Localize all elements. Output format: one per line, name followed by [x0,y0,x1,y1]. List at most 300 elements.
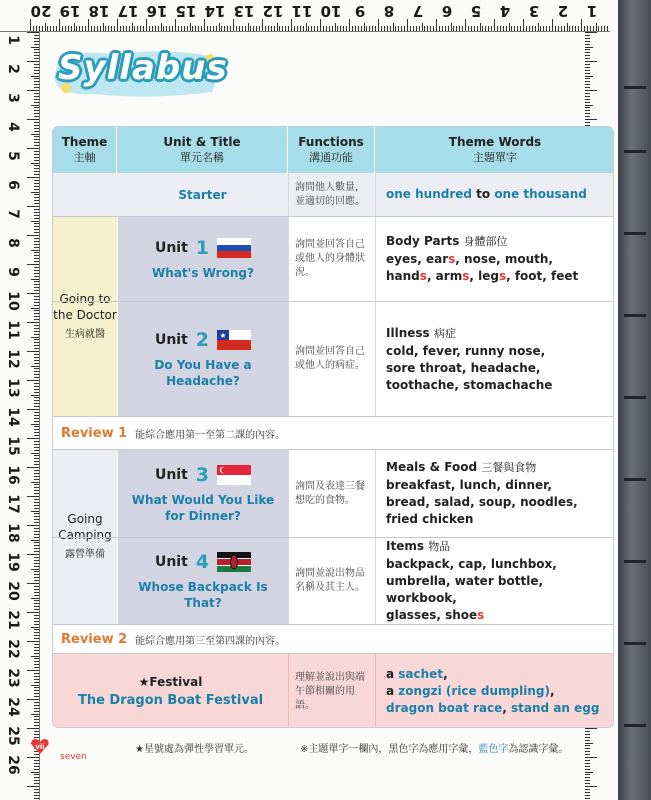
ruler-tick [31,656,39,657]
word-plain: , leg [469,269,499,283]
ruler-tick [27,380,39,381]
scanner-edge [618,0,651,800]
ruler-tick [34,783,39,784]
ruler-tick [427,26,428,31]
ruler-tick [34,354,39,355]
ruler-tick [585,76,593,77]
ruler-tick [532,26,533,31]
ruler-number: 7 [412,2,424,20]
ruler-tick [607,26,608,31]
ruler-tick [585,55,590,56]
word-plain: a [386,684,399,698]
ruler-tick [395,26,396,31]
ruler-tick [375,26,376,31]
ruler-number: 17 [117,2,139,20]
ruler-tick [34,618,39,619]
ruler-number: 4 [5,122,21,132]
ruler-tick [34,345,39,346]
ruler-tick [34,116,39,117]
ruler-tick [593,26,594,31]
ruler-tick [509,23,510,31]
ruler-tick [552,19,553,31]
ruler-tick [27,235,39,236]
ruler-tick [585,99,590,100]
ruler-tick [34,247,39,248]
ruler-number: 8 [383,2,395,20]
festival-row [53,654,613,728]
ruler-tick [34,284,39,285]
ruler-tick [34,719,39,720]
ruler-tick [436,19,437,31]
ruler-tick [34,664,39,665]
ruler-number: 19 [59,2,81,20]
header-theme-label: Theme [61,135,108,149]
unit4-title-cell [117,538,288,624]
ruler-tick [34,702,39,703]
ruler-tick [585,754,590,755]
unit3-heading [155,464,251,486]
top-ruler [0,0,610,32]
ruler-tick [34,270,39,271]
ruler-tick [34,52,39,53]
unit2-row [53,302,613,416]
ruler-tick [34,81,39,82]
ruler-tick [34,281,39,282]
ruler-tick [604,26,605,31]
ruler-tick [34,551,39,552]
ruler-tick [111,26,112,31]
ruler-tick [27,438,39,439]
ruler-tick [227,26,228,31]
ruler-tick [34,389,39,390]
ruler-tick [114,26,115,31]
ruler-tick [34,658,39,659]
ruler-tick [540,26,541,31]
ruler-tick [34,44,39,45]
ruler-tick [34,763,39,764]
ruler-tick [27,177,39,178]
header-theme [53,127,117,173]
ruler-tick [256,26,257,31]
ruler-tick [506,26,507,31]
page-word: seven [60,752,87,762]
ruler-tick [282,26,283,31]
ruler-tick [34,673,39,674]
ruler-number: 25 [5,726,21,746]
ruler-tick [34,70,39,71]
ruler-tick [34,131,39,132]
ruler-tick [97,26,98,31]
header-words [375,127,614,173]
ruler-tick [585,780,590,781]
ruler-tick [462,26,463,31]
ruler-tick [71,26,72,31]
ruler-tick [126,26,127,31]
ruler-tick [31,163,39,164]
unit3-words-line3: fried chicken [386,512,474,526]
ruler-tick [274,26,275,31]
left-ruler [0,32,40,800]
ruler-tick [369,26,370,31]
ruler-tick [503,26,504,31]
ruler-tick [585,789,590,790]
ruler-tick [34,400,39,401]
ruler-tick [407,19,408,31]
ruler-tick [34,313,39,314]
ruler-tick [34,589,39,590]
ruler-tick [175,19,176,31]
ruler-tick [34,139,39,140]
festival-function: 理解並說出與端午節相關的用語。 [288,654,375,728]
ruler-tick [378,19,379,31]
ruler-tick [451,23,452,31]
festival-title: The Dragon Boat Festival [77,693,264,708]
ruler-tick [585,70,590,71]
ruler-tick [187,26,188,31]
header-functions-zh: 溝通功能 [309,151,353,164]
ruler-tick [34,238,39,239]
ruler-tick [288,26,289,31]
ruler-tick [34,145,39,146]
ruler-tick [34,667,39,668]
ruler-tick [132,23,133,31]
festival-label: ★Festival [138,675,203,689]
ruler-tick [198,26,199,31]
ruler-tick [27,264,39,265]
ruler-tick [31,395,39,396]
ruler-tick [343,26,344,31]
word-plain: to [471,187,495,201]
word-plain: a [386,667,399,681]
ruler-tick [34,687,39,688]
unit1-title: What's Wrong? [152,266,254,280]
ruler-tick [585,769,590,770]
ruler-tick [477,26,478,31]
ruler-tick [585,49,590,50]
ruler-tick [27,583,39,584]
ruler-tick [34,287,39,288]
ruler-tick [585,102,590,103]
ruler-tick [34,113,39,114]
ruler-tick [268,26,269,31]
ruler-tick [169,26,170,31]
ruler-number: 19 [5,552,21,572]
ruler-tick [31,598,39,599]
unit2-words-line2: sore throat, headache, [386,360,541,375]
ruler-tick [34,189,39,190]
ruler-tick [585,766,590,767]
ruler-tick [585,116,590,117]
ruler-tick [34,392,39,393]
ruler-tick [31,540,39,541]
ruler-tick [192,26,193,31]
ruler-tick [195,26,196,31]
ruler-tick [161,23,162,31]
unit2-category [386,325,605,342]
ruler-number: 15 [175,2,197,20]
ruler-tick [31,569,39,570]
review1-text: 能綜合應用第一至第二課的內容。 [135,429,286,441]
ruler-tick [555,26,556,31]
ruler-tick [34,537,39,538]
ruler-tick [34,650,39,651]
ruler-tick [31,221,39,222]
ruler-tick [34,580,39,581]
ruler-tick [456,26,457,31]
kenya-flag-icon [217,552,251,572]
unit3-category [386,459,605,476]
unit2-words-line3: toothache, stomachache [386,377,553,392]
ruler-tick [219,23,220,31]
ruler-tick [468,26,469,31]
ruler-tick [39,26,40,31]
ruler-tick [42,26,43,31]
ruler-tick [34,499,39,500]
ruler-tick [34,493,39,494]
ruler-tick [34,722,39,723]
ruler-tick [34,780,39,781]
ruler-number: 10 [5,291,21,311]
ruler-tick [27,293,39,294]
ruler-tick [34,154,39,155]
ruler-tick [585,113,590,114]
ruler-tick [34,363,39,364]
ruler-tick [34,212,39,213]
ruler-tick [300,26,301,31]
heart-icon [30,736,50,756]
ruler-tick [34,464,39,465]
ruler-tick [34,171,39,172]
ruler-tick [34,560,39,561]
ruler-tick [585,52,590,53]
category-zh: 三餐與食物 [481,461,537,474]
header-functions [288,127,375,173]
ruler-tick [34,142,39,143]
ruler-tick [601,26,602,31]
ruler-tick [34,473,39,474]
ruler-tick [585,67,590,68]
ruler-tick [34,777,39,778]
ruler-tick [34,789,39,790]
ruler-tick [34,545,39,546]
ruler-tick [34,435,39,436]
ruler-tick [404,26,405,31]
ruler-tick [34,586,39,587]
unit1-heading [155,237,251,259]
ruler-tick [585,32,597,33]
ruler-tick [31,685,39,686]
word-plain: , foot, feet [506,269,579,283]
ruler-tick [34,331,39,332]
word-plain: glasses, shoe [386,608,478,622]
ruler-tick [34,180,39,181]
ruler-tick [430,26,431,31]
ruler-tick [34,690,39,691]
festival-words-line3 [386,700,605,717]
ruler-tick [585,740,590,741]
ruler-tick [190,23,191,31]
russia-flag-icon [217,238,251,258]
review1-row [53,416,613,450]
ruler-tick [31,337,39,338]
ruler-number: 8 [5,238,21,248]
word-red-letter: s [448,252,456,266]
unit4-words-line2: umbrella, water bottle, workbook, [386,574,544,605]
ruler-tick [216,26,217,31]
unit2-title-cell [117,302,288,416]
ruler-tick [34,406,39,407]
unit1-function: 詢問並回答自己或他人的身體狀況。 [288,217,375,301]
ruler-tick [511,26,512,31]
ruler-tick [239,26,240,31]
ruler-number: 15 [5,436,21,456]
ruler-number: 26 [5,755,21,775]
ruler-tick [34,339,39,340]
ruler-tick [27,699,39,700]
unit-label: Unit [154,554,188,570]
page-title: Syllabus [58,48,228,88]
ruler-tick [416,26,417,31]
ruler-tick [585,35,590,36]
ruler-tick [34,386,39,387]
word-blue: dragon boat race [386,701,503,715]
ruler-tick [585,777,590,778]
ruler-tick [34,125,39,126]
ruler-tick [517,26,518,31]
ruler-tick [34,160,39,161]
unit2-words-line1: cold, fever, runny nose, [386,343,546,358]
ruler-tick [497,26,498,31]
ruler-tick [146,19,147,31]
ruler-tick [549,26,550,31]
ruler-tick [27,409,39,410]
ruler-tick [34,412,39,413]
word-red-letter: s [477,608,485,622]
ruler-number: 13 [233,2,255,20]
review2-text: 能綜合應用第三至第四課的內容。 [135,635,286,647]
ruler-tick [31,76,39,77]
ruler-tick [34,682,39,683]
ruler-number: 10 [320,2,342,20]
ruler-tick [158,26,159,31]
ruler-number: 1 [586,2,598,20]
ruler-tick [34,157,39,158]
ruler-tick [31,192,39,193]
ruler-tick [474,26,475,31]
ruler-tick [34,647,39,648]
ruler-tick [34,299,39,300]
ruler-tick [27,206,39,207]
ruler-tick [34,479,39,480]
ruler-tick [134,26,135,31]
ruler-tick [34,421,39,422]
ruler-tick [598,26,599,31]
ruler-tick [585,751,590,752]
word-plain: , nose, mouth, [455,252,553,266]
unit3-words-line1: breakfast, lunch, dinner, [386,478,552,492]
ruler-tick [34,621,39,622]
word-blue: stand an egg [511,701,600,715]
ruler-tick [34,302,39,303]
word-blue: zongzi (rice dumpling) [398,684,550,698]
ruler-tick [445,26,446,31]
ruler-tick [155,26,156,31]
ruler-tick [569,26,570,31]
unit4-words-line1: backpack, cap, lunchbox, [386,557,557,571]
ruler-number: 11 [291,2,313,20]
ruler-tick [34,487,39,488]
ruler-tick [242,26,243,31]
ruler-tick [30,19,31,31]
ruler-tick [27,670,39,671]
ruler-number: 13 [5,378,21,398]
ruler-tick [34,165,39,166]
ruler-tick [34,798,39,799]
ruler-tick [585,87,590,88]
ruler-tick [393,23,394,31]
starter-words [375,173,614,216]
ruler-tick [103,23,104,31]
ruler-tick [491,26,492,31]
ruler-number: 14 [5,407,21,427]
ruler-tick [34,244,39,245]
ruler-tick [27,90,39,91]
ruler-tick [585,792,590,793]
ruler-tick [34,429,39,430]
ruler-tick [34,461,39,462]
ruler-tick [514,26,515,31]
ruler-number: 22 [5,639,21,659]
ruler-tick [253,26,254,31]
ruler-tick [31,250,39,251]
ruler-number: 6 [441,2,453,20]
header-theme-zh: 主軸 [73,151,96,164]
ruler-tick [494,19,495,31]
unit2-words [375,302,614,416]
ruler-tick [27,641,39,642]
review1-label: Review 1 [61,425,128,441]
ruler-tick [34,319,39,320]
ruler-tick [34,548,39,549]
ruler-tick [448,26,449,31]
ruler-tick [453,26,454,31]
ruler-tick [76,26,77,31]
ruler-tick [34,403,39,404]
ruler-tick [34,93,39,94]
ruler-tick [34,528,39,529]
ruler-tick [355,26,356,31]
word-red-letter: s [498,269,507,283]
word-blue: sachet [398,667,444,681]
word-plain: hand [386,269,420,283]
ruler-tick [34,516,39,517]
review2-label: Review 2 [61,631,128,647]
footer-note-star: ★星號處為彈性學習單元。 [135,744,254,755]
ruler-tick [34,197,39,198]
ruler-tick [326,26,327,31]
ruler-tick [34,624,39,625]
ruler-tick [88,19,89,31]
ruler-tick [34,603,39,604]
ruler-tick [543,26,544,31]
ruler-tick [34,725,39,726]
ruler-tick [117,19,118,31]
ruler-tick [277,23,278,31]
ruler-tick [34,232,39,233]
ruler-tick [34,542,39,543]
ruler-tick [34,218,39,219]
ruler-tick [27,467,39,468]
